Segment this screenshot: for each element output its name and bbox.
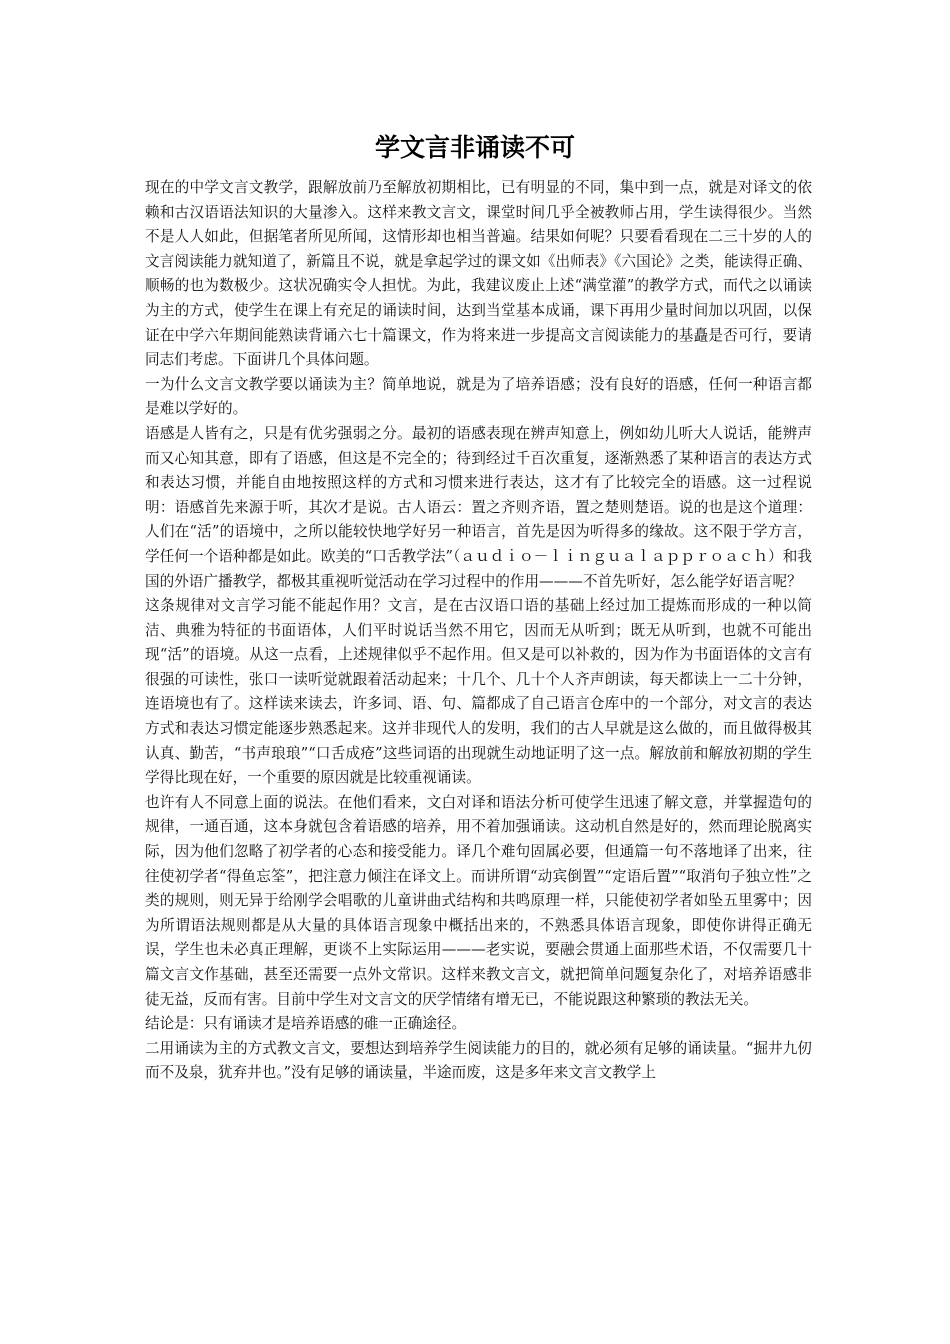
document-body bbox=[145, 176, 812, 1086]
paragraph: 二用诵读为主的方式教文言文，要想达到培养学生阅读能力的目的，就必须有足够的诵读量。“掘井九仞而不及泉，犹弃井也。”没有足够的诵读量，半途而废，这是多年来文言文教学上 bbox=[145, 1039, 812, 1082]
document-title: 学文言非诵读不可 bbox=[374, 133, 575, 162]
paragraph: 现在的中学文言文教学，跟解放前乃至解放初期相比，已有明显的不同，集中到一点，就是对译文的依赖和古汉语语法知识的大量渗入。这样来教文言文，课堂时间几乎全被教师占用，学生读得很少。当然不是人人如此，但据笔者所见所闻，这情形却也相当普遍。结果如何呢？只要看看现在二三十岁的人的文言阅读能力就知道了，新篇且不说，就是拿起学过的课文如《出师表》《六国论》之类，能读得正确、顺畅的也为数极少。这状况确实令人担忧。为此，我建议废止上述“满堂灌”的教学方式，而代之以诵读为主的方式，使学生在课上有充足的诵读时间，达到当堂基本成诵，课下再用少量时间加以巩固，以保证在中学六年期间能熟读背诵六七十篇课文，作为将来进一步提高文言阅读能力的基矗是否可行，要请同志们考虑。下面讲几个具体问题。 bbox=[145, 179, 812, 369]
paragraph: 一为什么文言文教学要以诵读为主？简单地说，就是为了培养语感；没有良好的语感，任何一种语言都是难以学好的。 bbox=[145, 375, 812, 418]
paragraph: 这条规律对文言学习能不能起作用？文言，是在古汉语口语的基础上经过加工提炼而形成的一种以简洁、典雅为特征的书面语体，人们平时说话当然不用它，因而无从听到；既无从听到，也就不可能出现“活”的语境。从这一点看，上述规律似乎不起作用。但又是可以补救的，因为作为书面语体的文言有很强的可读性，张口一读听觉就跟着活动起来；十几个、几十个人齐声朗读，每天都读上一二十分钟，连语境也有了。这样读来读去，许多词、语、句、篇都成了自己语言仓库中的一个部分，对文言的表达方式和表达习惯定能逐步熟悉起来。这并非现代人的发明，我们的古人早就是这么做的，而且做得极其认真、勤苦，“书声琅琅”“口舌成疮”这些词语的出现就生动地证明了这一点。解放前和解放初期的学生学得比现在好，一个重要的原因就是比较重视诵读。 bbox=[145, 597, 812, 787]
paragraph: 结论是：只有诵读才是培养语感的碓一正确途径。 bbox=[145, 1015, 467, 1033]
paragraph: 语感是人皆有之，只是有优劣强弱之分。最初的语感表现在辨声知意上，例如幼儿听大人说话，能辨声而又心知其意，即有了语感，但这是不完全的；待到经过千百次重复，逐渐熟悉了某种语言的表达方式和表达习惯，并能自由地按照这样的方式和习惯来进行表达，这才有了比较完全的语感。这一过程说明：语感首先来源于听，其次才是说。古人语云：置之齐则齐语，置之楚则楚语。说的也是这个道理：人们在“活”的语境中，之所以能较快地学好另一种语言，首先是因为听得多的缘故。这不限于学方言，学任何一个语种都是如此。欧美的“口舌教学法”（ａｕｄｉｏ－ｌｉｎｇｕａｌａｐｐｒｏａｃｈ）和我国的外语广播教学，都极其重视听觉活动在学习过程中的作用———不首先听好，怎么能学好语言呢？ bbox=[145, 424, 812, 590]
paragraph: 也许有人不同意上面的说法。在他们看来，文白对译和语法分析可使学生迅速了解文意，并掌握造句的规律，一通百通，这本身就包含着语感的培养，用不着加强诵读。这动机自然是好的，然而理论脱离实际，因为他们忽略了初学者的心态和接受能力。译几个难句固属必要，但通篇一句不落地译了出来，往往使初学者“得鱼忘筌”，把注意力倾注在译文上。而讲所谓“动宾倒置”“定语后置”“取消句子独立性”之类的规则，则无异于给刚学会唱歌的儿童讲曲式结构和共鸣原理一样，只能使初学者如坠五里雾中；因为所谓语法规则都是从大量的具体语言现象中概括出来的，不熟悉具体语言现象，即使你讲得正确无误，学生也未必真正理解，更谈不上实际运用———老实说，要融会贯通上面那些术语，不仅需要几十篇文言文作基础，甚至还需要一点外文常识。这样来教文言文，就把简单问题复杂化了，对培养语感非徒无益，反而有害。目前中学生对文言文的厌学情绪有增无已，不能说跟这种繁琐的教法无关。 bbox=[145, 793, 812, 1008]
